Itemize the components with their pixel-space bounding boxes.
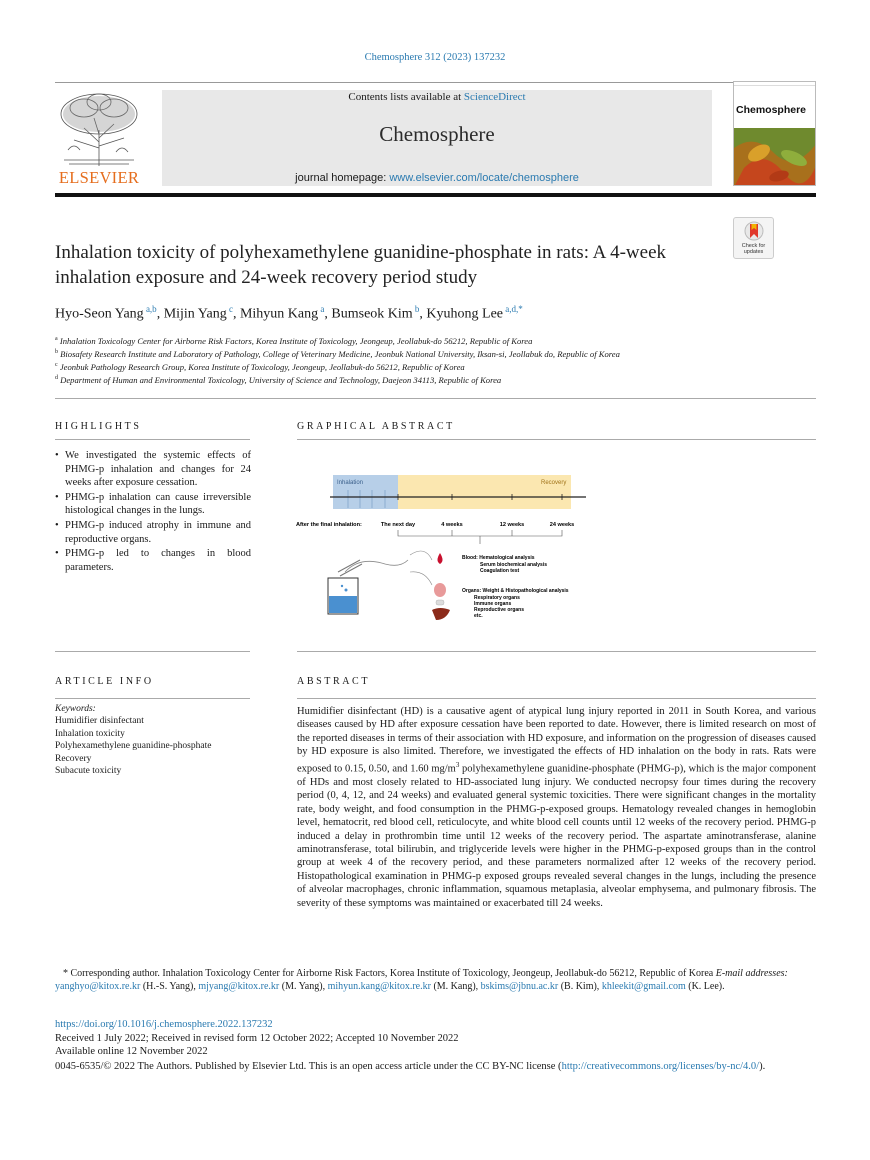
journal-citation[interactable]: Chemosphere 312 (2023) 137232 — [364, 52, 506, 63]
lung-icon — [434, 583, 446, 597]
keyword-item: Inhalation toxicity — [55, 728, 125, 739]
graphical-abstract-figure — [290, 460, 590, 635]
highlight-item: • PHMG-p inhalation can cause irreversible histological changes in the lungs. — [55, 491, 251, 518]
organ-icon — [436, 600, 444, 605]
highlight-item: • PHMG-p led to changes in blood parameters. — [55, 547, 251, 574]
organs-item: Immune organs — [474, 601, 512, 607]
affiliation-a: $^a$ Inhalation Toxicology Center for Airborne Risk Factors, Korea Institute of Toxicology, Jeongeup, Jeollabuk-do 56212, Republic of Korea — [55, 336, 533, 346]
highlights-list — [55, 449, 251, 575]
keyword-item: Humidifier disinfectant — [55, 716, 144, 726]
author-name: Hyo-Seon Yang — [55, 306, 144, 322]
journal-title: Chemosphere — [379, 122, 495, 146]
license-statement: 0045-6535/© 2022 The Authors. Published by Elsevier Ltd. This is an open access article under the CC BY-NC license (http://creativecommons.org/licenses/by-nc/4.0/). — [55, 1061, 766, 1072]
email-link[interactable]: mjyang@kitox.re.kr — [198, 981, 280, 993]
received-dates: Received 1 July 2022; Received in revised form 12 October 2022; Accepted 10 November 2022 — [55, 1033, 459, 1044]
keywords-label: Keywords: — [55, 704, 96, 714]
affiliation-d: $^d$ Department of Human and Environmental Toxicology, University of Science and Technology, Daejeon 34113, Republic of Korea — [55, 375, 502, 385]
highlight-item: • PHMG-p induced atrophy in immune and reproductive organs. — [55, 519, 251, 546]
author-affiliation-mark[interactable]: c — [226, 304, 233, 314]
recovery-label: Recovery — [541, 480, 567, 486]
publisher-wordmark: ELSEVIER — [58, 168, 140, 187]
graphical-abstract-heading: GRAPHICAL ABSTRACT — [297, 421, 455, 432]
timepoint-label: 24 weeks — [549, 522, 575, 528]
author-affiliation-mark[interactable]: a — [318, 304, 325, 314]
abstract-rule — [297, 698, 816, 699]
doi-link[interactable]: https://doi.org/10.1016/j.chemosphere.2022.137232 — [55, 1019, 273, 1030]
keyword-item: Polyhexamethylene guanidine-phosphate — [55, 741, 212, 752]
badge-label-line1: Check for — [741, 243, 766, 249]
available-online-date: Available online 12 November 2022 — [55, 1046, 208, 1057]
author-name: Mijin Yang — [163, 306, 227, 322]
organs-item: Respiratory organs — [474, 595, 520, 601]
timeline-caption: After the final inhalation: — [296, 522, 362, 528]
timepoint-bracket — [398, 530, 562, 544]
timepoint-label: The next day — [380, 522, 416, 528]
author-name: Kyuhong Lee — [426, 306, 504, 322]
email-link[interactable]: khleekit@gmail.com — [601, 981, 686, 993]
email-link[interactable]: yanghyo@kitox.re.kr — [55, 981, 141, 993]
keywords-list — [55, 715, 211, 778]
abstract-body: Humidifier disinfectant (HD) is a causative agent of atypical lung injury reported in 2011 in South Korea, and various diseases caused by HD after exposure cessation have been reported to date. However, there is limited research on most of the reported diseases in terms of their association with HD exposure, and information on the progression of diseases caused by HD exposure is also limited. Therefore, we investigated the effects of HD inhalation on the body in rats. Rats were exposed to 0.15, 0.50, and 1.60 $mg/m^3$ polyhexamethylene guanidine-phosphate (PHMG-p), which is the major component of HDs and most closely related to HD-associated lung injury. We conducted necropsy four times during the recovery period (0, 4, 12, and 24 weeks) and evaluated general systemic toxicities. There were significant changes in the mortality rate, body weight, and food consumption in the PHMG-p-exposed groups. Hematology revealed changes in hemoglobin level, hematocrit, red blood cell, reticulocyte, and white blood cell counts until 12 weeks of the recovery period. PHMG-p induced a delay in prothrombin time until 12 weeks of the recovery period. The aspartate aminotransferase, alanine aminotransferase, total bilirubin, and triglyceride levels were higher in the PHMG-p-exposed groups than in the control group at week 4 of the recovery period, and these parameters normalized after 12 weeks of the recovery period. Histopathological examination in PHMG-p exposed groups revealed several changes in the lungs, including the presence of alveolar macrophages, chronic inflammation, squamous metaplasia, alveolar emphysema, and pulmonary fibrosis. The severity of these symptoms was maintained or exacerbated till 24 weeks. — [297, 706, 816, 909]
graphical-abstract-rule — [297, 439, 816, 440]
affiliation-b: $^b$ Biosafety Research Institute and Laboratory of Pathology, College of Veterinary Medicine, Jeonbuk National University, Iksan-si, Jeollabuk do, Republic of Korea — [55, 349, 620, 359]
rat-sketch — [345, 560, 408, 572]
license-link[interactable]: http://creativecommons.org/licenses/by-nc/4.0/ — [561, 1061, 760, 1072]
highlights-rule — [55, 439, 250, 440]
affiliations-divider — [55, 398, 816, 399]
highlights-bottom-rule — [55, 651, 250, 652]
highlight-item: • We investigated the systemic effects of PHMG-p inhalation and changes for 24 weeks after exposure cessation. — [55, 449, 251, 490]
article-info-heading: ARTICLE INFO — [55, 676, 154, 687]
keyword-item: Subacute toxicity — [55, 766, 122, 777]
inhalation-label: Inhalation — [337, 480, 364, 486]
sciencedirect-link[interactable]: ScienceDirect — [463, 91, 526, 103]
article-title: Inhalation toxicity of polyhexamethylene guanidine-phosphate in rats: A 4-week inhalation exposure and 24-week recovery period study — [55, 242, 667, 288]
cover-journal-title: Chemosphere — [736, 104, 807, 116]
contents-availability — [162, 91, 712, 103]
author-affiliation-mark[interactable]: b — [412, 304, 420, 314]
header-thick-divider — [55, 193, 816, 197]
organs-item: Reproductive organs — [474, 607, 525, 613]
keyword-item: Recovery — [55, 753, 92, 764]
email-label: E-mail addresses: — [715, 968, 788, 979]
article-info-rule — [55, 698, 250, 699]
contents-prefix: Contents lists available at — [348, 91, 464, 103]
author-name: Mihyun Kang — [239, 306, 319, 322]
blood-drop-icon — [438, 553, 443, 564]
timepoint-label: 4 weeks — [441, 522, 463, 528]
blood-item: Coagulation test — [480, 568, 520, 574]
blood-title: Blood: Hematological analysis — [462, 555, 535, 561]
journal-cover-image — [733, 81, 816, 186]
organs-title: Organs: Weight & Histopathological analysis — [462, 588, 569, 594]
blood-item: Serum biochemical analysis — [480, 562, 547, 568]
homepage-prefix: journal homepage: — [295, 172, 390, 184]
email-link[interactable]: mihyun.kang@kitox.re.kr — [327, 981, 431, 993]
email-link[interactable]: bskims@jbnu.ac.kr — [480, 981, 559, 993]
bookmark-ribbon-icon — [744, 221, 764, 241]
author-name: Bumseok Kim — [331, 306, 413, 322]
author-affiliation-mark[interactable]: a,d,* — [503, 304, 523, 314]
abstract-heading: ABSTRACT — [297, 676, 371, 687]
graphical-abstract-bottom-rule — [297, 651, 816, 652]
top-divider — [55, 82, 816, 83]
liver-icon — [432, 608, 450, 620]
author-affiliation-mark[interactable]: a,b — [143, 304, 157, 314]
homepage-link[interactable]: www.elsevier.com/locate/chemosphere — [389, 172, 579, 184]
badge-label-line2: updates — [743, 249, 764, 255]
badge-label — [733, 243, 774, 255]
timepoint-label: 12 weeks — [499, 522, 525, 528]
flow-arrows — [410, 551, 432, 585]
author-list: Hyo-Seon Yang $^{a,b}$, Mijin Yang $^c$, Mihyun Kang $^a$, Bumseok Kim $^b$, Kyuhong Lee $^{a,d,*}$ — [55, 304, 523, 322]
liquid-fill — [329, 596, 357, 613]
highlights-heading: HIGHLIGHTS — [55, 421, 142, 432]
corresponding-author-footnote: * Corresponding author. Inhalation Toxicology Center for Airborne Risk Factors, Korea Institute of Toxicology, Jeongeup, Jeollabuk-do 56212, Republic of Korea E-mail addresses: yanghyo@kitox.re.kr (H.-S. Yang), mjyang@kitox.re.kr (M. Yang), mihyun.kang@kitox.re.kr (M. Kang), bskims@jbnu.ac.kr (B. Kim), khleekit@gmail.com (K. Lee). — [55, 968, 788, 993]
affiliation-c: $^c$ Jeonbuk Pathology Research Group, Korea Institute of Toxicology, Jeongeup, Jeollabuk-do 56212, Republic of Korea — [55, 362, 465, 372]
organs-item: etc. — [474, 613, 483, 619]
journal-homepage — [162, 172, 712, 184]
